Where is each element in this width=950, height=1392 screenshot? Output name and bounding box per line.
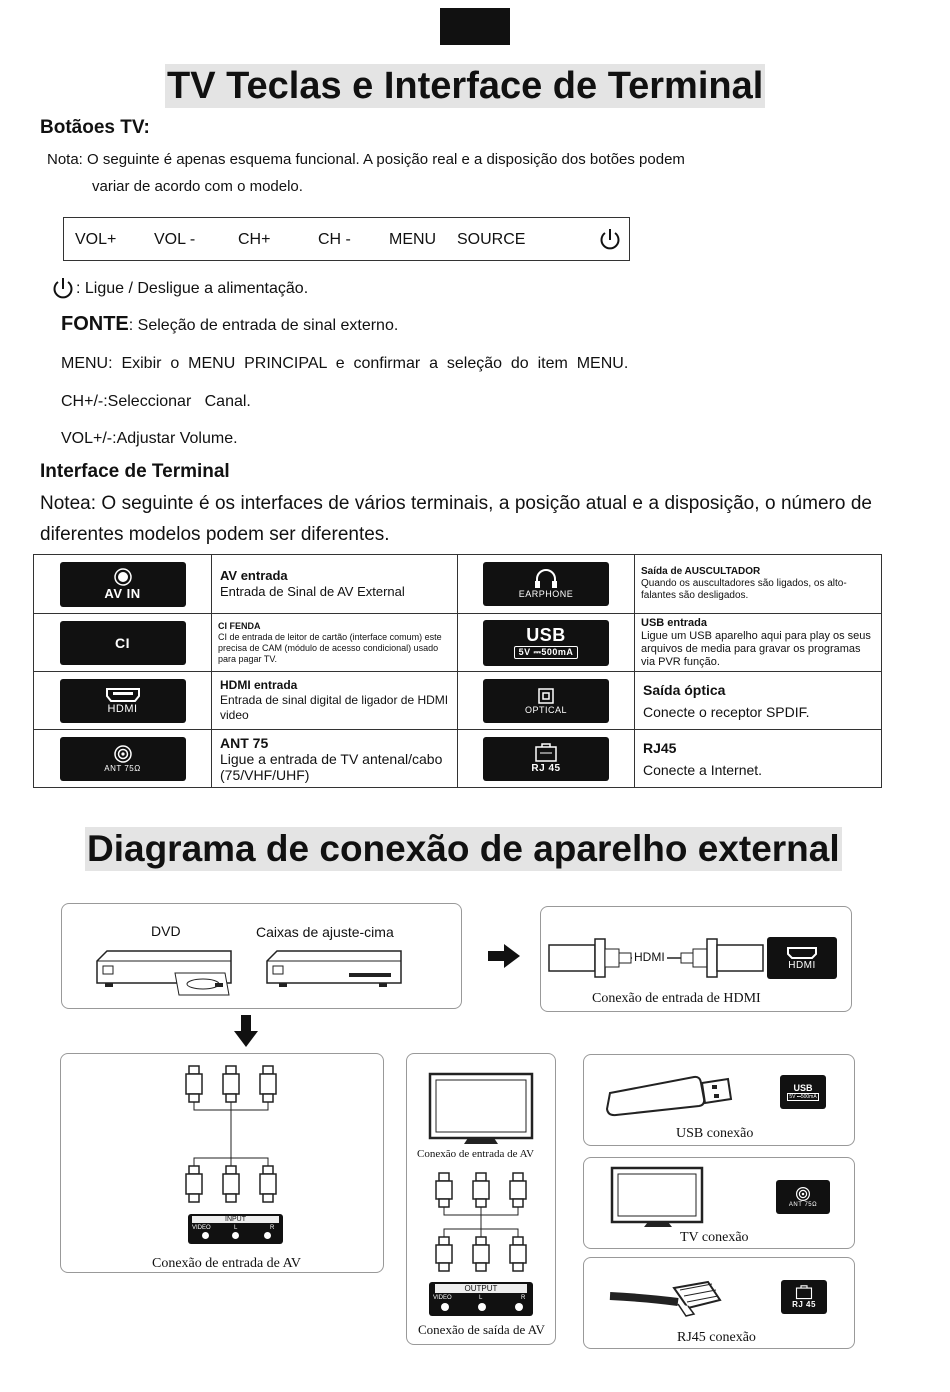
rj45-connection-panel	[583, 1257, 855, 1349]
page-title: TV Teclas e Interface de Terminal	[167, 65, 764, 107]
usb-connection-panel	[583, 1054, 855, 1146]
usb-drive-icon	[604, 1071, 734, 1117]
header-black-tab	[440, 8, 510, 45]
jack-video	[202, 1232, 209, 1239]
port-icon-cell	[458, 672, 635, 730]
arrow-down-icon	[234, 1015, 258, 1047]
hdmi-port: HDMI	[767, 937, 837, 979]
buttons-note-line1: Nota: O seguinte é apenas esquema funcional. A posição real e a disposição dos botões podem	[47, 151, 685, 168]
jack-label: R	[521, 1295, 526, 1301]
jack-right	[515, 1303, 523, 1311]
usb-port: USB 5V ⎓500mA	[780, 1075, 826, 1109]
interface-heading: Interface de Terminal	[40, 461, 230, 482]
fonte-text: : Seleção de entrada de sinal externo.	[128, 317, 399, 334]
hdmi-cable-label: HDMI	[634, 950, 665, 964]
ch-minus-button[interactable]: CH -	[318, 231, 351, 248]
fonte-description	[61, 313, 398, 336]
set-top-box-icon	[265, 949, 405, 994]
menu-button[interactable]: MENU	[389, 231, 437, 248]
av-jack-icon	[114, 568, 132, 586]
av-in-port: AV IN	[60, 562, 186, 607]
jack-video	[441, 1303, 449, 1311]
port-icon-cell	[34, 672, 212, 730]
rj45-port: RJ 45	[483, 737, 609, 781]
av-out-caption: Conexão de saída de AV	[418, 1322, 545, 1337]
usb-caption: USB conexão	[676, 1126, 754, 1141]
port-icon-cell	[34, 555, 212, 614]
rj45-port: RJ 45	[781, 1280, 827, 1314]
ports-table	[33, 554, 882, 788]
port-icon-cell	[458, 730, 635, 788]
diagram-title: Diagrama de conexão de aparelho external	[87, 828, 840, 869]
av-input-jack-panel: INPUT VIDEO L R	[188, 1214, 283, 1244]
jack-label: VIDEO	[433, 1295, 452, 1301]
port-icon-cell	[458, 614, 635, 672]
port-description: ANT 75 Ligue a entrada de TV antenal/cabo (75/VHF/UHF)	[212, 730, 458, 788]
menu-description: MENU: Exibir o MENU PRINCIPAL e confirmar a seleção do item MENU.	[61, 355, 629, 372]
ci-port: CI	[60, 621, 186, 665]
ch-description: CH+/-:Seleccionar Canal.	[61, 393, 251, 410]
hdmi-icon	[105, 687, 141, 703]
jack-label: L	[234, 1225, 238, 1231]
arrow-right-icon	[488, 944, 520, 968]
dvd-label: DVD	[151, 923, 181, 939]
usb-port: USB 5V ⎓500mA	[483, 620, 609, 666]
power-description: : Ligue / Desligue a alimentação.	[76, 280, 309, 297]
coax-icon	[795, 1186, 811, 1202]
earphone-port: EARPHONE	[483, 562, 609, 606]
power-icon	[52, 277, 74, 301]
ethernet-cable-icon	[608, 1276, 724, 1326]
rj45-caption: RJ45 conexão	[677, 1330, 756, 1345]
buttons-note-line2: variar de acordo com o modelo.	[92, 178, 303, 195]
table-row	[34, 614, 882, 672]
dvd-player-icon	[95, 949, 235, 999]
port-description: Saída de AUSCULTADOR Quando os auscultadores são ligados, os alto-falantes são desligados.	[635, 555, 882, 614]
port-description: HDMI entrada Entrada de sinal digital de ligador de HDMI video	[212, 672, 458, 730]
buttons-heading: Botãoes TV:	[40, 117, 150, 138]
jack-label: R	[270, 1225, 275, 1231]
source-devices-panel	[61, 903, 462, 1009]
optical-port: OPTICAL	[483, 679, 609, 723]
port-icon-cell	[34, 730, 212, 788]
port-icon-cell	[458, 555, 635, 614]
port-description: RJ45 Conecte a Internet.	[635, 730, 882, 788]
hdmi-port: HDMI	[60, 679, 186, 723]
hdmi-caption: Conexão de entrada de HDMI	[592, 991, 761, 1006]
port-description: AV entrada Entrada de Sinal de AV External	[212, 555, 458, 614]
table-row	[34, 555, 882, 614]
jack-label: L	[479, 1295, 483, 1301]
port-icon-cell	[34, 614, 212, 672]
table-row	[34, 730, 882, 788]
fonte-label: FONTE	[61, 313, 129, 335]
tv-av-caption: Conexão de entrada de AV	[417, 1148, 535, 1160]
buttons-note	[47, 146, 767, 200]
headphone-icon	[533, 569, 559, 589]
av-output-jack-panel: OUTPUT VIDEO L R	[429, 1282, 533, 1316]
ch-plus-button[interactable]: CH+	[238, 231, 271, 248]
stb-label: Caixas de ajuste-cima	[256, 924, 394, 940]
source-button[interactable]: SOURCE	[457, 231, 526, 248]
tv-button-bar	[63, 217, 630, 261]
port-description: Saída óptica Conecte o receptor SPDIF.	[635, 672, 882, 730]
jack-label: VIDEO	[192, 1225, 211, 1231]
optical-icon	[537, 687, 555, 705]
av-output-panel	[406, 1053, 556, 1345]
hdmi-icon	[786, 946, 818, 960]
table-row	[34, 672, 882, 730]
hdmi-connection-panel	[540, 906, 852, 1012]
jack-left	[478, 1303, 486, 1311]
tv-antenna-panel	[583, 1157, 855, 1249]
port-description: USB entrada Ligue um USB aparelho aqui para play os seus arquivos de media para gravar os programas via PVR função.	[635, 614, 882, 672]
vol-minus-button[interactable]: VOL -	[154, 231, 196, 248]
ethernet-icon	[795, 1285, 813, 1300]
ethernet-icon	[534, 743, 558, 763]
jack-right	[264, 1232, 271, 1239]
power-icon[interactable]	[599, 228, 621, 252]
jack-left	[232, 1232, 239, 1239]
vol-plus-button[interactable]: VOL+	[75, 231, 117, 248]
interface-note: Notea: O seguinte é os interfaces de vários terminais, a posição atual e a disposição, o número de diferentes modelos podem ser diferentes.	[40, 493, 872, 545]
av-in-caption: Conexão de entrada de AV	[152, 1256, 302, 1271]
antenna-port: ANT 75Ω	[776, 1180, 830, 1214]
tv-caption: TV conexão	[680, 1230, 749, 1245]
port-description: CI FENDA CI de entrada de leitor de cartão (interface comum) este precisa de CAM (módulo de acesso condicional) usado para pagar TV.	[212, 614, 458, 672]
vol-description: VOL+/-:Adjustar Volume.	[61, 430, 238, 447]
antenna-port: ANT 75Ω	[60, 737, 186, 781]
tv-icon	[610, 1166, 706, 1228]
coax-icon	[113, 744, 133, 764]
tv-icon	[428, 1072, 534, 1146]
av-input-panel	[60, 1053, 384, 1273]
